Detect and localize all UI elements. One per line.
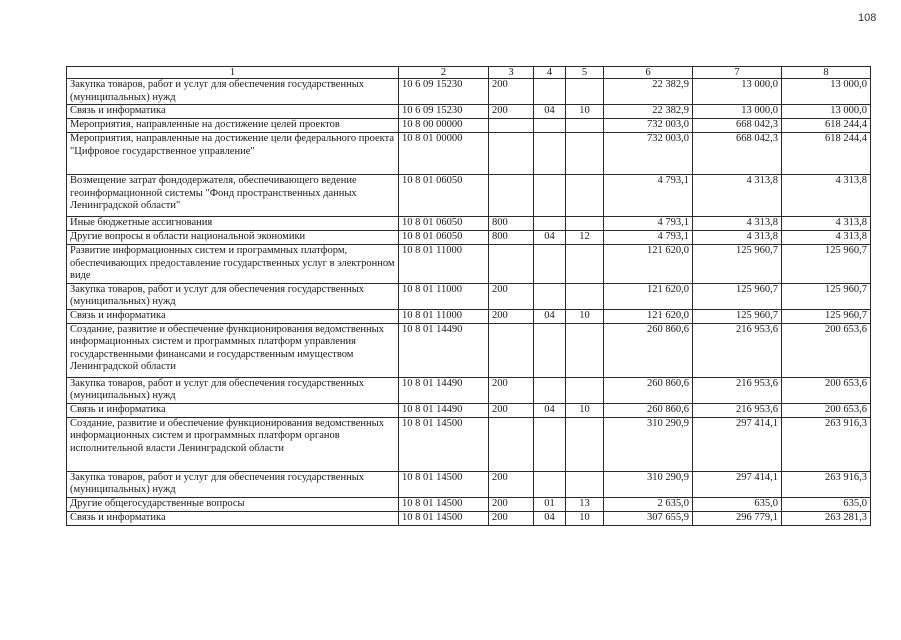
row-subsection <box>566 377 604 403</box>
column-header: 6 <box>604 67 693 79</box>
table-header-row <box>67 67 871 79</box>
row-value-col7: 13 000,0 <box>693 105 782 119</box>
row-value-col6: 307 655,9 <box>604 511 693 525</box>
row-section: 04 <box>534 511 566 525</box>
row-value-col7: 13 000,0 <box>693 79 782 105</box>
row-name: Мероприятия, направленные на достижение целей проектов <box>67 119 399 133</box>
row-subsection <box>566 133 604 175</box>
row-section <box>534 119 566 133</box>
row-section <box>534 245 566 284</box>
row-subsection: 13 <box>566 497 604 511</box>
row-name: Другие общегосударственные вопросы <box>67 497 399 511</box>
row-expense-type <box>489 133 534 175</box>
column-header: 8 <box>782 67 871 79</box>
row-name: Закупка товаров, работ и услуг для обеспечения государственных (муниципальных) нужд <box>67 283 399 309</box>
row-value-col7: 297 414,1 <box>693 471 782 497</box>
row-section: 04 <box>534 105 566 119</box>
row-value-col8: 13 000,0 <box>782 79 871 105</box>
row-name: Иные бюджетные ассигнования <box>67 217 399 231</box>
row-expense-type: 200 <box>489 471 534 497</box>
row-name: Развитие информационных систем и программных платформ, обеспечивающих предоставление государственных услуг в электронном виде <box>67 245 399 284</box>
row-value-col8: 125 960,7 <box>782 245 871 284</box>
column-header: 2 <box>399 67 489 79</box>
row-code: 10 8 00 00000 <box>399 119 489 133</box>
row-value-col8: 618 244,4 <box>782 119 871 133</box>
row-value-col6: 4 793,1 <box>604 231 693 245</box>
table-row <box>67 79 871 105</box>
row-value-col6: 260 860,6 <box>604 377 693 403</box>
row-value-col7: 125 960,7 <box>693 283 782 309</box>
row-code: 10 8 01 14500 <box>399 511 489 525</box>
row-subsection <box>566 79 604 105</box>
row-value-col6: 732 003,0 <box>604 133 693 175</box>
row-expense-type: 200 <box>489 497 534 511</box>
row-value-col7: 125 960,7 <box>693 245 782 284</box>
row-section <box>534 175 566 217</box>
row-code: 10 8 01 06050 <box>399 175 489 217</box>
row-value-col7: 296 779,1 <box>693 511 782 525</box>
table-row <box>67 119 871 133</box>
row-name: Связь и информатика <box>67 511 399 525</box>
row-value-col8: 4 313,8 <box>782 217 871 231</box>
row-value-col6: 121 620,0 <box>604 245 693 284</box>
row-value-col8: 200 653,6 <box>782 323 871 377</box>
table-row <box>67 511 871 525</box>
row-value-col7: 635,0 <box>693 497 782 511</box>
table-row <box>67 471 871 497</box>
row-value-col7: 125 960,7 <box>693 309 782 323</box>
table-row <box>67 217 871 231</box>
row-value-col6: 310 290,9 <box>604 417 693 471</box>
row-expense-type <box>489 119 534 133</box>
row-code: 10 6 09 15230 <box>399 79 489 105</box>
row-name: Создание, развитие и обеспечение функционирования ведомственных информационных систем и программных платформ управления государственными финансами и государственным имуществом Ленинградской области <box>67 323 399 377</box>
row-value-col7: 297 414,1 <box>693 417 782 471</box>
row-value-col7: 4 313,8 <box>693 217 782 231</box>
row-value-col7: 668 042,3 <box>693 119 782 133</box>
table-row <box>67 133 871 175</box>
row-subsection: 10 <box>566 403 604 417</box>
row-value-col7: 216 953,6 <box>693 377 782 403</box>
table-body <box>67 67 871 526</box>
row-subsection <box>566 417 604 471</box>
row-subsection <box>566 323 604 377</box>
row-section <box>534 217 566 231</box>
row-subsection: 10 <box>566 511 604 525</box>
row-value-col8: 263 916,3 <box>782 417 871 471</box>
table-row <box>67 175 871 217</box>
row-value-col8: 125 960,7 <box>782 283 871 309</box>
row-name: Возмещение затрат фондодержателя, обеспечивающего ведение геоинформационной системы "Фонд пространственных данных Ленинградской области" <box>67 175 399 217</box>
row-expense-type <box>489 417 534 471</box>
row-value-col7: 668 042,3 <box>693 133 782 175</box>
row-subsection <box>566 245 604 284</box>
row-code: 10 8 01 06050 <box>399 231 489 245</box>
row-value-col8: 618 244,4 <box>782 133 871 175</box>
row-code: 10 8 01 11000 <box>399 309 489 323</box>
table-row <box>67 105 871 119</box>
row-expense-type: 800 <box>489 217 534 231</box>
row-code: 10 8 01 14500 <box>399 471 489 497</box>
table-row <box>67 245 871 284</box>
row-code: 10 8 01 00000 <box>399 133 489 175</box>
row-subsection: 10 <box>566 309 604 323</box>
row-value-col6: 4 793,1 <box>604 217 693 231</box>
row-value-col6: 22 382,9 <box>604 105 693 119</box>
row-subsection <box>566 119 604 133</box>
column-header: 3 <box>489 67 534 79</box>
row-value-col6: 732 003,0 <box>604 119 693 133</box>
row-section <box>534 471 566 497</box>
row-value-col8: 4 313,8 <box>782 231 871 245</box>
column-header: 1 <box>67 67 399 79</box>
row-expense-type: 200 <box>489 511 534 525</box>
column-header: 5 <box>566 67 604 79</box>
row-name: Связь и информатика <box>67 403 399 417</box>
row-section: 04 <box>534 403 566 417</box>
row-expense-type <box>489 245 534 284</box>
row-code: 10 8 01 14490 <box>399 403 489 417</box>
column-header: 7 <box>693 67 782 79</box>
table-row <box>67 377 871 403</box>
row-name: Связь и информатика <box>67 105 399 119</box>
row-name: Создание, развитие и обеспечение функционирования ведомственных информационных систем и программных платформ органов исполнительной власти Ленинградской области <box>67 417 399 471</box>
row-value-col6: 22 382,9 <box>604 79 693 105</box>
budget-table <box>66 66 871 526</box>
row-name: Закупка товаров, работ и услуг для обеспечения государственных (муниципальных) нужд <box>67 377 399 403</box>
row-expense-type: 800 <box>489 231 534 245</box>
row-section <box>534 79 566 105</box>
row-code: 10 8 01 11000 <box>399 283 489 309</box>
row-expense-type: 200 <box>489 309 534 323</box>
row-value-col8: 200 653,6 <box>782 403 871 417</box>
row-section <box>534 133 566 175</box>
table-row <box>67 323 871 377</box>
row-expense-type: 200 <box>489 403 534 417</box>
row-value-col6: 260 860,6 <box>604 403 693 417</box>
row-value-col8: 635,0 <box>782 497 871 511</box>
row-value-col8: 263 916,3 <box>782 471 871 497</box>
row-value-col6: 2 635,0 <box>604 497 693 511</box>
row-subsection <box>566 217 604 231</box>
row-value-col8: 4 313,8 <box>782 175 871 217</box>
row-value-col7: 216 953,6 <box>693 403 782 417</box>
row-name: Другие вопросы в области национальной экономики <box>67 231 399 245</box>
row-code: 10 8 01 14490 <box>399 377 489 403</box>
row-value-col6: 121 620,0 <box>604 309 693 323</box>
row-value-col6: 310 290,9 <box>604 471 693 497</box>
row-code: 10 8 01 14500 <box>399 497 489 511</box>
row-expense-type <box>489 323 534 377</box>
table-row <box>67 497 871 511</box>
row-section: 04 <box>534 309 566 323</box>
row-expense-type <box>489 175 534 217</box>
page-number: 108 <box>858 12 877 24</box>
row-name: Мероприятия, направленные на достижение цели федерального проекта "Цифровое государственное управление" <box>67 133 399 175</box>
row-subsection <box>566 471 604 497</box>
row-value-col7: 4 313,8 <box>693 175 782 217</box>
row-subsection <box>566 175 604 217</box>
row-expense-type: 200 <box>489 283 534 309</box>
column-header: 4 <box>534 67 566 79</box>
row-section: 04 <box>534 231 566 245</box>
row-expense-type: 200 <box>489 79 534 105</box>
row-section: 01 <box>534 497 566 511</box>
row-value-col6: 260 860,6 <box>604 323 693 377</box>
row-expense-type: 200 <box>489 105 534 119</box>
row-code: 10 6 09 15230 <box>399 105 489 119</box>
table-row <box>67 283 871 309</box>
row-name: Закупка товаров, работ и услуг для обеспечения государственных (муниципальных) нужд <box>67 471 399 497</box>
table-row <box>67 417 871 471</box>
row-value-col7: 4 313,8 <box>693 231 782 245</box>
row-code: 10 8 01 14490 <box>399 323 489 377</box>
row-name: Связь и информатика <box>67 309 399 323</box>
table-row <box>67 231 871 245</box>
row-code: 10 8 01 11000 <box>399 245 489 284</box>
row-value-col6: 4 793,1 <box>604 175 693 217</box>
row-name: Закупка товаров, работ и услуг для обеспечения государственных (муниципальных) нужд <box>67 79 399 105</box>
row-section <box>534 323 566 377</box>
row-value-col8: 263 281,3 <box>782 511 871 525</box>
row-value-col8: 125 960,7 <box>782 309 871 323</box>
row-expense-type: 200 <box>489 377 534 403</box>
table-row <box>67 309 871 323</box>
row-code: 10 8 01 14500 <box>399 417 489 471</box>
row-value-col8: 13 000,0 <box>782 105 871 119</box>
row-section <box>534 283 566 309</box>
table-row <box>67 403 871 417</box>
row-subsection: 10 <box>566 105 604 119</box>
row-subsection <box>566 283 604 309</box>
row-section <box>534 417 566 471</box>
row-value-col6: 121 620,0 <box>604 283 693 309</box>
row-value-col8: 200 653,6 <box>782 377 871 403</box>
row-code: 10 8 01 06050 <box>399 217 489 231</box>
row-section <box>534 377 566 403</box>
row-value-col7: 216 953,6 <box>693 323 782 377</box>
row-subsection: 12 <box>566 231 604 245</box>
